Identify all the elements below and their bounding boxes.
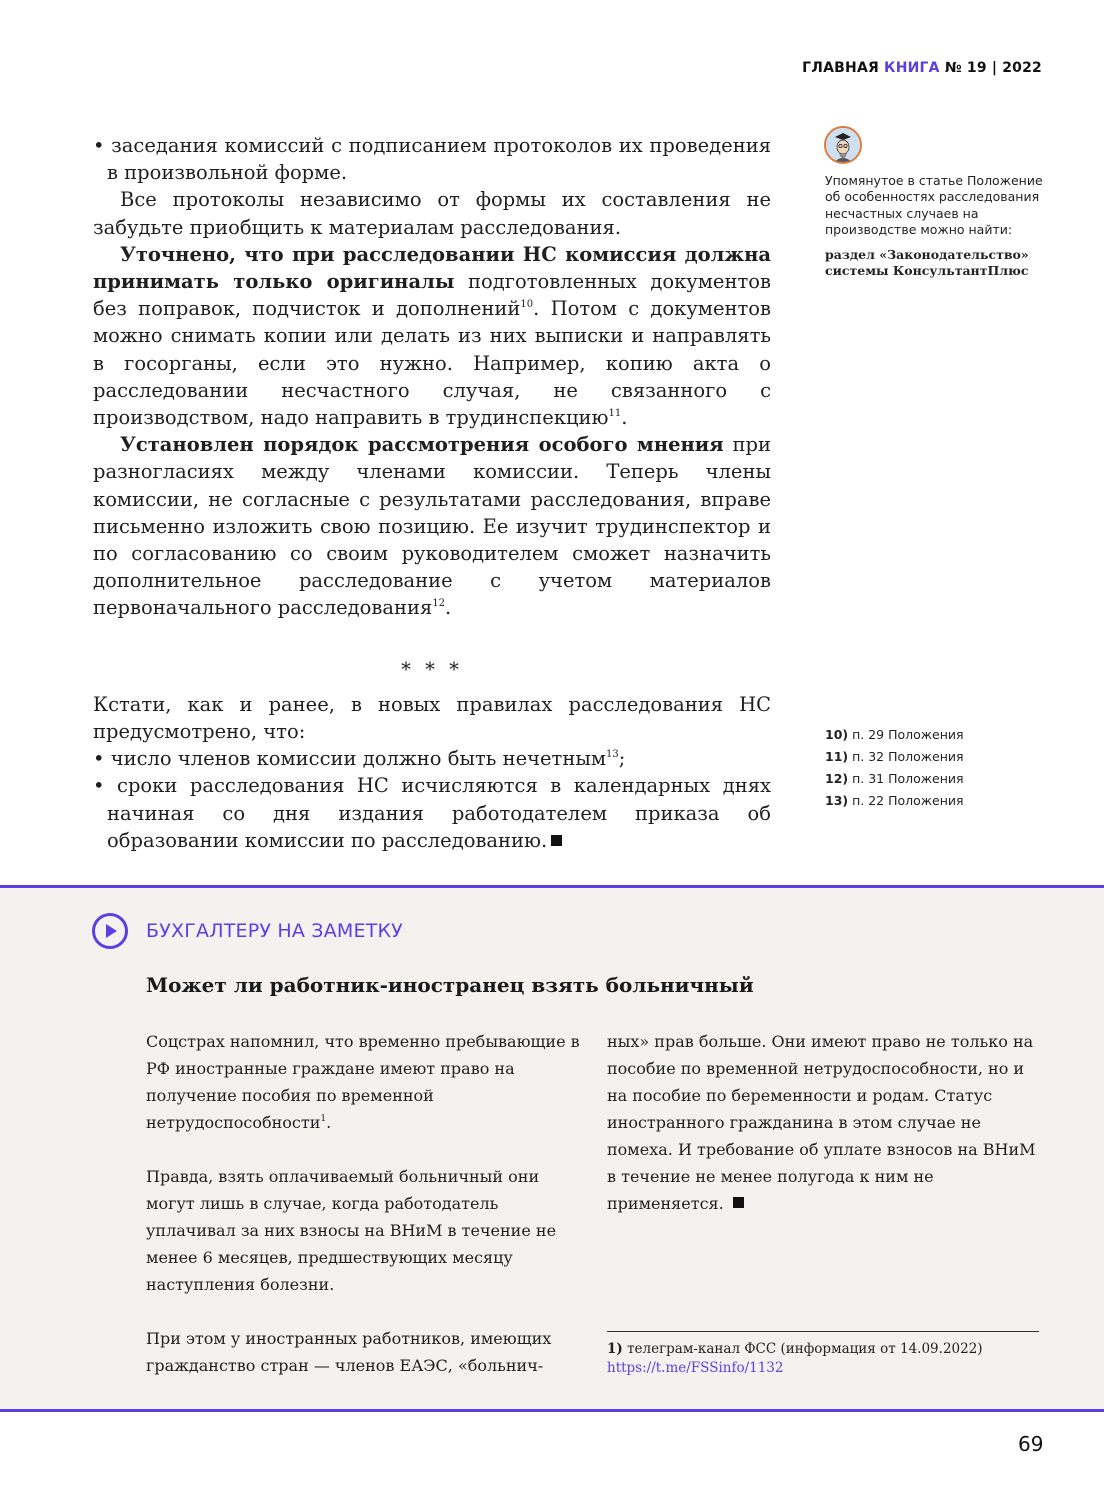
side-note	[825, 173, 1045, 279]
bullet-item: • сроки расследования НС исчисляются в календарных днях начиная со дня издания работодателем приказа об образовании комиссии по расследованию.	[93, 774, 771, 852]
end-mark-icon	[551, 835, 562, 846]
issue-number: № 19 | 2022	[944, 60, 1042, 76]
brand-accent: КНИГА	[884, 60, 940, 76]
footnote-text: 1) телеграм-канал ФСС (информация от 14.09.2022)	[607, 1341, 983, 1357]
paragraph: Правда, взять оплачиваемый больничный они могут лишь в случае, когда работодатель уплачивал за них взносы на ВНиМ в течение не менее 6 месяцев, предшествующих месяцу наступления болезни.	[146, 1167, 557, 1294]
paragraph: Уточнено, что при расследовании НС комиссия должна принимать только оригиналы подготовленных документов без поправок, подчисток и дополнений$^{10}$. Потом с документов можно снимать копии или делать из них выписки и направлять в госорганы, если это нужно. Например, копию акта о расследовании несчастного случая, не связанного с производством, надо направить в трудинспекцию$^{11}$.	[93, 242, 771, 430]
paragraph: Все протоколы независимо от формы их составления не забудьте приобщить к материалам расследования.	[93, 188, 771, 239]
page-number: 69	[1018, 1432, 1044, 1456]
footnote: 13) п. 22 Положения	[825, 793, 964, 808]
paragraph: Кстати, как и ранее, в новых правилах расследования НС предусмотрено, что:	[93, 692, 771, 744]
brand-main: ГЛАВНАЯ	[802, 60, 879, 76]
box-footnote	[607, 1340, 1047, 1378]
consultant-avatar-icon	[824, 126, 862, 164]
footnote: 11) п. 32 Положения	[825, 749, 964, 764]
bullet-item: • число членов комиссии должно быть нечетным$^{13}$;	[93, 747, 626, 771]
footnote-link[interactable]: https://t.me/FSSinfo/1132	[607, 1360, 784, 1376]
box-column-right	[607, 1028, 1037, 1244]
end-mark-icon	[733, 1197, 744, 1208]
footnote: 12) п. 31 Положения	[825, 771, 964, 786]
box-column-left	[146, 1028, 586, 1406]
box-title: Может ли работник-иностранец взять больничный	[146, 973, 754, 997]
paragraph: Установлен порядок рассмотрения особого мнения при разногласиях между членами комиссии. Теперь члены комиссии, не согласные с результатами расследования, вправе письменно изложить свою позицию. Ее изучит трудинспектор и по согласованию со своим руководителем сможет назначить дополнительное расследование с учетом материалов первоначального расследования$^{12}$.	[93, 433, 771, 620]
footnote: 10) п. 29 Положения	[825, 727, 964, 742]
box-label: БУХГАЛТЕРУ НА ЗАМЕТКУ	[146, 920, 403, 942]
section-separator: * * *	[401, 657, 463, 681]
play-icon	[92, 913, 128, 949]
footnote-divider	[607, 1331, 1039, 1332]
paragraph: Соцстрах напомнил, что временно пребывающие в РФ иностранные граждане имеют право на получение пособия по временной нетрудоспособности$^1$.	[146, 1032, 580, 1132]
bullet-item: • заседания комиссий с подписанием протоколов их проведения в произвольной форме.	[93, 134, 772, 185]
footnotes-list	[825, 724, 1055, 812]
paragraph: При этом у иностранных работников, имеющих гражданство стран — членов ЕАЭС, «больнич-	[146, 1329, 552, 1375]
paragraph: ных» прав больше. Они имеют право не только на пособие по временной нетрудоспособности, но и на пособие по беременности и родам. Статус иностранного гражданина в этом случае не помеха. И требование об уплате взносов на ВНиМ в течение не менее полугода к ним не применяется.	[607, 1032, 1036, 1213]
article-body	[93, 132, 771, 854]
side-note-source: раздел «Законодательство» системы КонсультантПлюс	[825, 246, 1029, 279]
side-note-text: Упомянутое в статье Положение об особенностях расследования несчастных случаев на производстве можно найти:	[825, 173, 1043, 238]
running-header	[802, 60, 1042, 76]
